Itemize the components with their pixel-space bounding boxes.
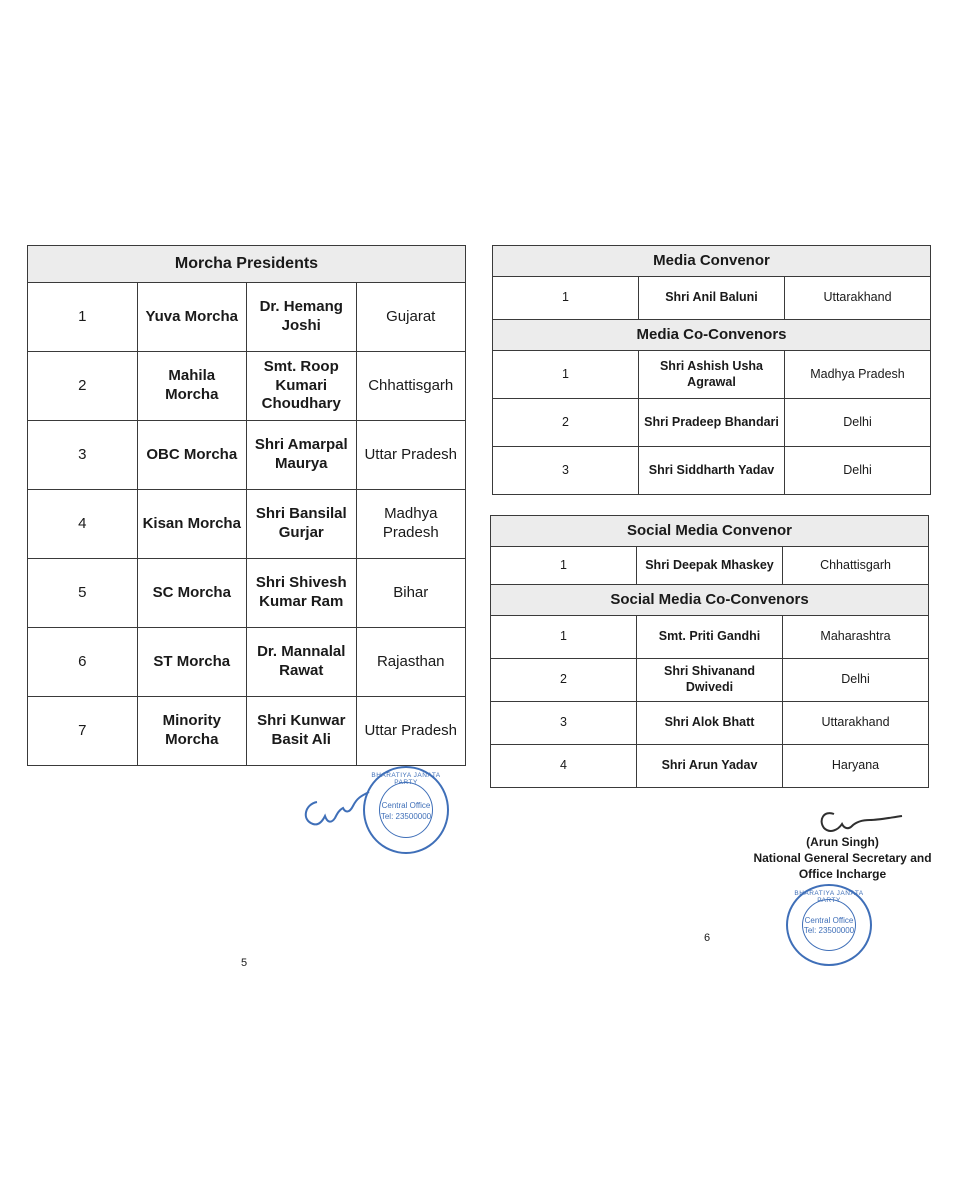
social-media-convenor-header: Social Media Convenor	[491, 516, 929, 547]
serial-number: 2	[491, 659, 637, 702]
signatory-title-line2: Office Incharge	[798, 867, 887, 881]
party-seal-left	[363, 766, 449, 854]
table-row	[491, 745, 929, 788]
state-name: Haryana	[783, 745, 929, 788]
media-convenor-header: Media Convenor	[493, 246, 931, 277]
state-name: Rajasthan	[356, 628, 466, 697]
party-seal-right	[786, 884, 872, 966]
state-name: Delhi	[785, 447, 931, 495]
table-row	[491, 702, 929, 745]
table-row	[28, 697, 466, 766]
media-coconvenors-header: Media Co-Convenors	[493, 320, 931, 351]
president-name: Dr. Mannalal Rawat	[247, 628, 357, 697]
table-row	[493, 351, 931, 399]
seal-line2: Tel: 23500000	[380, 812, 432, 821]
seal-line1: Central Office	[381, 801, 431, 810]
state-name: Gujarat	[356, 283, 466, 352]
state-name: Chhattisgarh	[356, 352, 466, 421]
state-name: Uttar Pradesh	[356, 697, 466, 766]
person-name: Shri Deepak Mhaskey	[637, 547, 783, 585]
state-name: Delhi	[783, 659, 929, 702]
morcha-name: Kisan Morcha	[137, 490, 247, 559]
state-name: Chhattisgarh	[783, 547, 929, 585]
morcha-name: ST Morcha	[137, 628, 247, 697]
person-name: Shri Alok Bhatt	[637, 702, 783, 745]
table-row	[491, 547, 929, 585]
serial-number: 5	[28, 559, 138, 628]
signatory-block	[740, 834, 945, 882]
state-name: Uttar Pradesh	[356, 421, 466, 490]
morcha-name: OBC Morcha	[137, 421, 247, 490]
president-name: Shri Shivesh Kumar Ram	[247, 559, 357, 628]
state-name: Madhya Pradesh	[785, 351, 931, 399]
seal-line1: Central Office	[804, 916, 854, 925]
serial-number: 4	[28, 490, 138, 559]
page-number-left: 5	[241, 957, 248, 969]
state-name: Maharashtra	[783, 616, 929, 659]
person-name: Shri Ashish Usha Agrawal	[639, 351, 785, 399]
table-row	[491, 659, 929, 702]
table-row	[493, 447, 931, 495]
president-name: Shri Kunwar Basit Ali	[247, 697, 357, 766]
president-name: Smt. Roop Kumari Choudhary	[247, 352, 357, 421]
seal-line2: Tel: 23500000	[803, 926, 855, 935]
serial-number: 1	[491, 616, 637, 659]
person-name: Shri Arun Yadav	[637, 745, 783, 788]
serial-number: 6	[28, 628, 138, 697]
state-name: Madhya Pradesh	[356, 490, 466, 559]
state-name: Bihar	[356, 559, 466, 628]
state-name: Uttarakhand	[783, 702, 929, 745]
serial-number: 3	[28, 421, 138, 490]
signatory-name: (Arun Singh)	[806, 835, 879, 849]
serial-number: 2	[28, 352, 138, 421]
social-media-convenor-table	[490, 515, 929, 788]
serial-number: 3	[493, 447, 639, 495]
table-row	[493, 399, 931, 447]
person-name: Shri Anil Baluni	[639, 277, 785, 320]
table-row	[28, 490, 466, 559]
table-row	[28, 559, 466, 628]
table-row	[28, 628, 466, 697]
serial-number: 2	[493, 399, 639, 447]
social-media-coconvenors-header: Social Media Co-Convenors	[491, 585, 929, 616]
person-name: Shri Shivanand Dwivedi	[637, 659, 783, 702]
serial-number: 1	[491, 547, 637, 585]
morcha-name: Yuva Morcha	[137, 283, 247, 352]
president-name: Shri Amarpal Maurya	[247, 421, 357, 490]
serial-number: 3	[491, 702, 637, 745]
table-row	[493, 277, 931, 320]
morcha-presidents-table	[27, 245, 466, 766]
table-row	[491, 616, 929, 659]
table-row	[28, 421, 466, 490]
serial-number: 1	[493, 351, 639, 399]
seal-ring-text: BHARATIYA JANATA PARTY	[371, 772, 441, 786]
seal-inner-circle	[379, 782, 433, 838]
president-name: Shri Bansilal Gurjar	[247, 490, 357, 559]
serial-number: 1	[28, 283, 138, 352]
seal-ring-text: BHARATIYA JANATA PARTY	[794, 890, 864, 904]
serial-number: 4	[491, 745, 637, 788]
person-name: Smt. Priti Gandhi	[637, 616, 783, 659]
president-name: Dr. Hemang Joshi	[247, 283, 357, 352]
state-name: Uttarakhand	[785, 277, 931, 320]
morcha-name: Minority Morcha	[137, 697, 247, 766]
morcha-presidents-header: Morcha Presidents	[28, 246, 466, 283]
morcha-name: Mahila Morcha	[137, 352, 247, 421]
table-row	[28, 352, 466, 421]
table-row	[28, 283, 466, 352]
person-name: Shri Pradeep Bhandari	[639, 399, 785, 447]
seal-inner-circle	[802, 899, 856, 951]
signatory-title-line1: National General Secretary and	[753, 851, 932, 865]
serial-number: 7	[28, 697, 138, 766]
page-number-right: 6	[704, 932, 711, 944]
morcha-name: SC Morcha	[137, 559, 247, 628]
serial-number: 1	[493, 277, 639, 320]
state-name: Delhi	[785, 399, 931, 447]
media-convenor-table	[492, 245, 931, 495]
person-name: Shri Siddharth Yadav	[639, 447, 785, 495]
